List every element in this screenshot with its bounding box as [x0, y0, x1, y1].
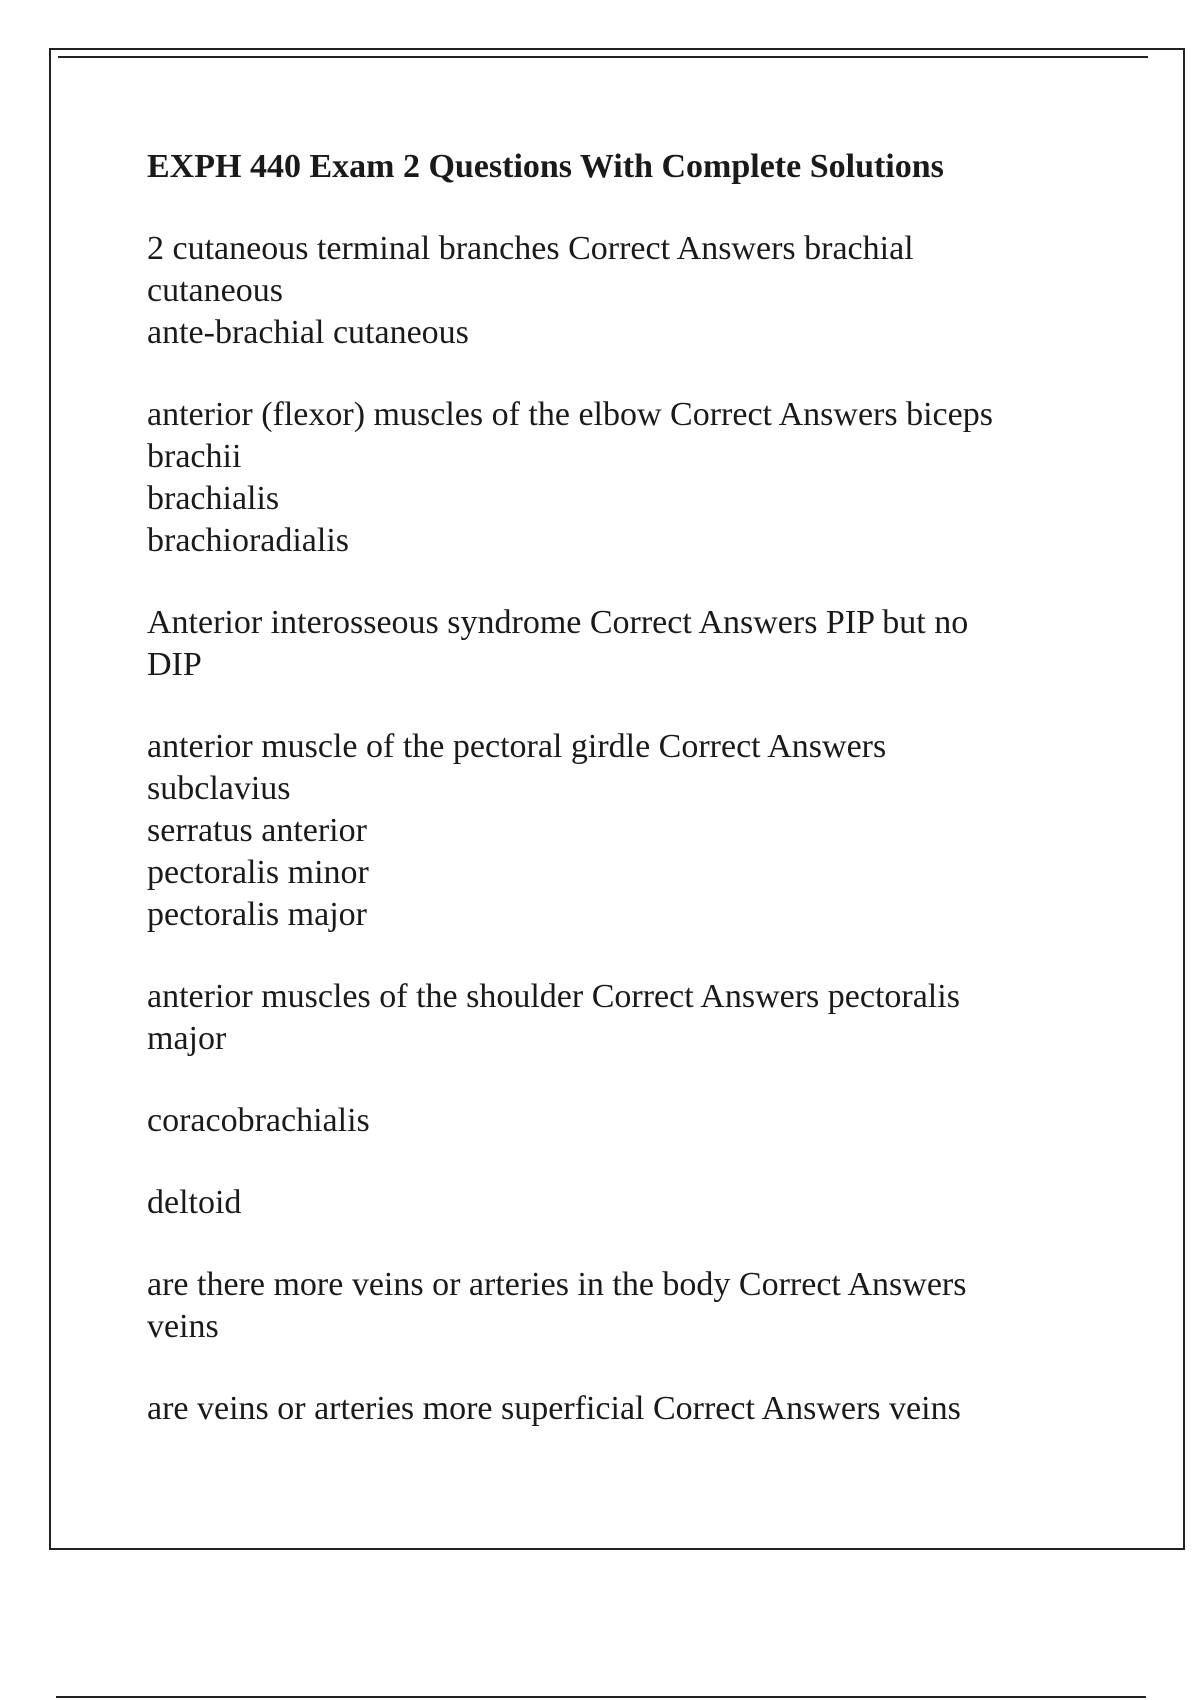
- page-frame: [49, 48, 1185, 1550]
- document-title: EXPH 440 Exam 2 Questions With Complete Solutions: [147, 148, 944, 185]
- qa-block-shoulder-muscles: anterior muscles of the shoulder Correct Answers pectoralis major: [147, 978, 960, 1057]
- top-rule: [58, 56, 1148, 58]
- qa-block-interosseous-syndrome: Anterior interosseous syndrome Correct Answers PIP but no DIP: [147, 604, 969, 683]
- qa-block-veins-superficial: are veins or arteries more superficial Correct Answers veins: [147, 1390, 961, 1427]
- bottom-rule: [56, 1696, 1146, 1698]
- qa-block-cutaneous-branches: 2 cutaneous terminal branches Correct Answers brachial cutaneous ante-brachial cutaneous: [147, 230, 914, 351]
- qa-block-deltoid: deltoid: [147, 1184, 242, 1221]
- qa-block-pectoral-girdle: anterior muscle of the pectoral girdle Correct Answers subclavius serratus anterior pectoralis minor pectoralis major: [147, 728, 887, 933]
- qa-block-veins-vs-arteries-count: are there more veins or arteries in the body Correct Answers veins: [147, 1266, 967, 1345]
- document-body: [147, 146, 1137, 1430]
- qa-block-elbow-flexors: anterior (flexor) muscles of the elbow Correct Answers biceps brachii brachialis brachioradialis: [147, 396, 993, 559]
- qa-block-coracobrachialis: coracobrachialis: [147, 1102, 370, 1139]
